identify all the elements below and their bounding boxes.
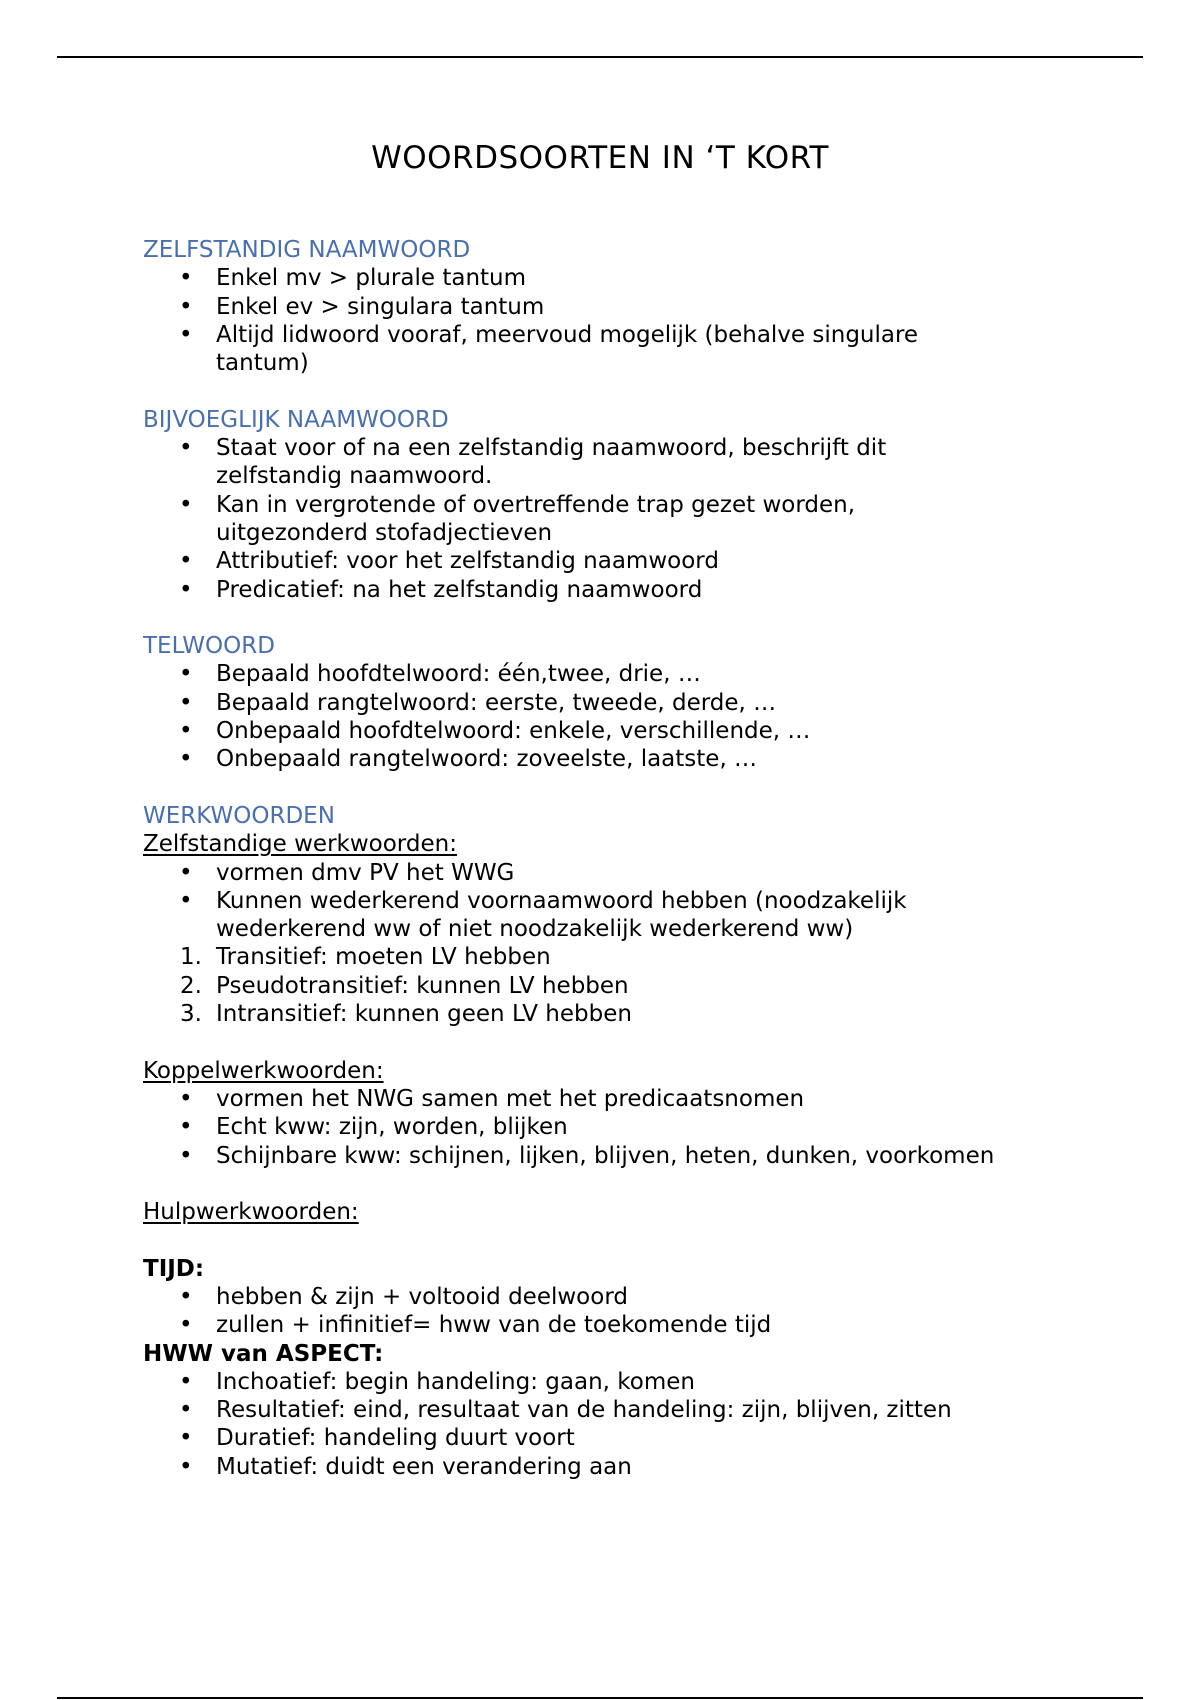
list-item: • Altijd lidwoord vooraf, meervoud mogelijk (behalve singulare tantum) xyxy=(143,321,973,378)
list-item: • Mutatief: duidt een verandering aan xyxy=(143,1453,1143,1481)
bottom-rule xyxy=(57,1697,1143,1699)
list-item-text: Pseudotransitief: kunnen LV hebben xyxy=(216,972,629,999)
list-item: • Resultatief: eind, resultaat van de handeling: zijn, blijven, zitten xyxy=(143,1396,1143,1424)
list-item: • vormen het NWG samen met het predicaatsnomen xyxy=(143,1085,1143,1113)
list-bijvoeglijk-naamwoord xyxy=(143,434,973,604)
list-item: • Kunnen wederkerend voornaamwoord hebben (noodzakelijk wederkerend ww of niet noodzakelijk wederkerend ww) xyxy=(143,887,973,944)
list-item: • zullen + infinitief= hww van de toekomende tijd xyxy=(143,1311,1143,1339)
document-body xyxy=(143,236,1143,1481)
list-number: 1. xyxy=(180,944,202,971)
list-zelfstandig-naamwoord xyxy=(143,264,973,377)
list-item: • Enkel mv > plurale tantum xyxy=(143,264,973,292)
list-item: • Kan in vergrotende of overtreffende trap gezet worden, uitgezonderd stofadjectieven xyxy=(143,491,973,548)
label-tijd: TIJD: xyxy=(143,1255,205,1282)
numbered-list-item xyxy=(143,943,1143,971)
list-aspect xyxy=(143,1368,1143,1481)
list-item-text: Intransitief: kunnen geen LV hebben xyxy=(216,1001,632,1028)
list-item: • Predicatief: na het zelfstandig naamwoord xyxy=(143,576,973,604)
list-item: • Schijnbare kww: schijnen, lijken, blijven, heten, dunken, voorkomen xyxy=(143,1142,1143,1170)
list-telwoord xyxy=(143,660,1143,773)
numbered-list-item xyxy=(143,972,1143,1000)
list-item: • vormen dmv PV het WWG xyxy=(143,859,973,887)
list-item: • Attributief: voor het zelfstandig naamwoord xyxy=(143,547,973,575)
label-aspect: HWW van ASPECT: xyxy=(143,1340,384,1367)
top-rule xyxy=(57,56,1143,58)
heading-telwoord: TELWOORD xyxy=(143,633,275,660)
subheading-hulpwerkwoorden: Hulpwerkwoorden: xyxy=(143,1199,359,1226)
list-item: • Onbepaald rangtelwoord: zoveelste, laatste, … xyxy=(143,745,1143,773)
page-title: WOORDSOORTEN IN ‘T KORT xyxy=(371,140,829,176)
heading-bijvoeglijk-naamwoord: BIJVOEGLIJK NAAMWOORD xyxy=(143,406,449,433)
list-number: 3. xyxy=(180,1001,202,1028)
list-koppelwerkwoorden xyxy=(143,1085,1143,1170)
numbered-list-item xyxy=(143,1000,1143,1028)
list-item-text: Transitief: moeten LV hebben xyxy=(216,944,551,971)
list-item: • Staat voor of na een zelfstandig naamwoord, beschrijft dit zelfstandig naamwoord. xyxy=(143,434,973,491)
list-item: • Inchoatief: begin handeling: gaan, komen xyxy=(143,1368,1143,1396)
list-tijd xyxy=(143,1283,1143,1340)
subheading-koppelwerkwoorden: Koppelwerkwoorden: xyxy=(143,1057,384,1084)
list-item: • Onbepaald hoofdtelwoord: enkele, verschillende, … xyxy=(143,717,1143,745)
list-item: • Bepaald rangtelwoord: eerste, tweede, derde, … xyxy=(143,689,1143,717)
list-number: 2. xyxy=(180,972,202,999)
numbered-list-werkwoord-types xyxy=(143,943,1143,1028)
subheading-zelfstandige-werkwoorden: Zelfstandige werkwoorden: xyxy=(143,831,457,858)
list-item: • hebben & zijn + voltooid deelwoord xyxy=(143,1283,1143,1311)
list-zelfstandige-werkwoorden xyxy=(143,859,973,944)
list-item: • Bepaald hoofdtelwoord: één,twee, drie, … xyxy=(143,660,1143,688)
list-item: • Echt kww: zijn, worden, blijken xyxy=(143,1113,1143,1141)
heading-werkwoorden: WERKWOORDEN xyxy=(143,802,335,829)
list-item: • Enkel ev > singulara tantum xyxy=(143,293,973,321)
list-item: • Duratief: handeling duurt voort xyxy=(143,1424,1143,1452)
heading-zelfstandig-naamwoord: ZELFSTANDIG NAAMWOORD xyxy=(143,237,471,263)
